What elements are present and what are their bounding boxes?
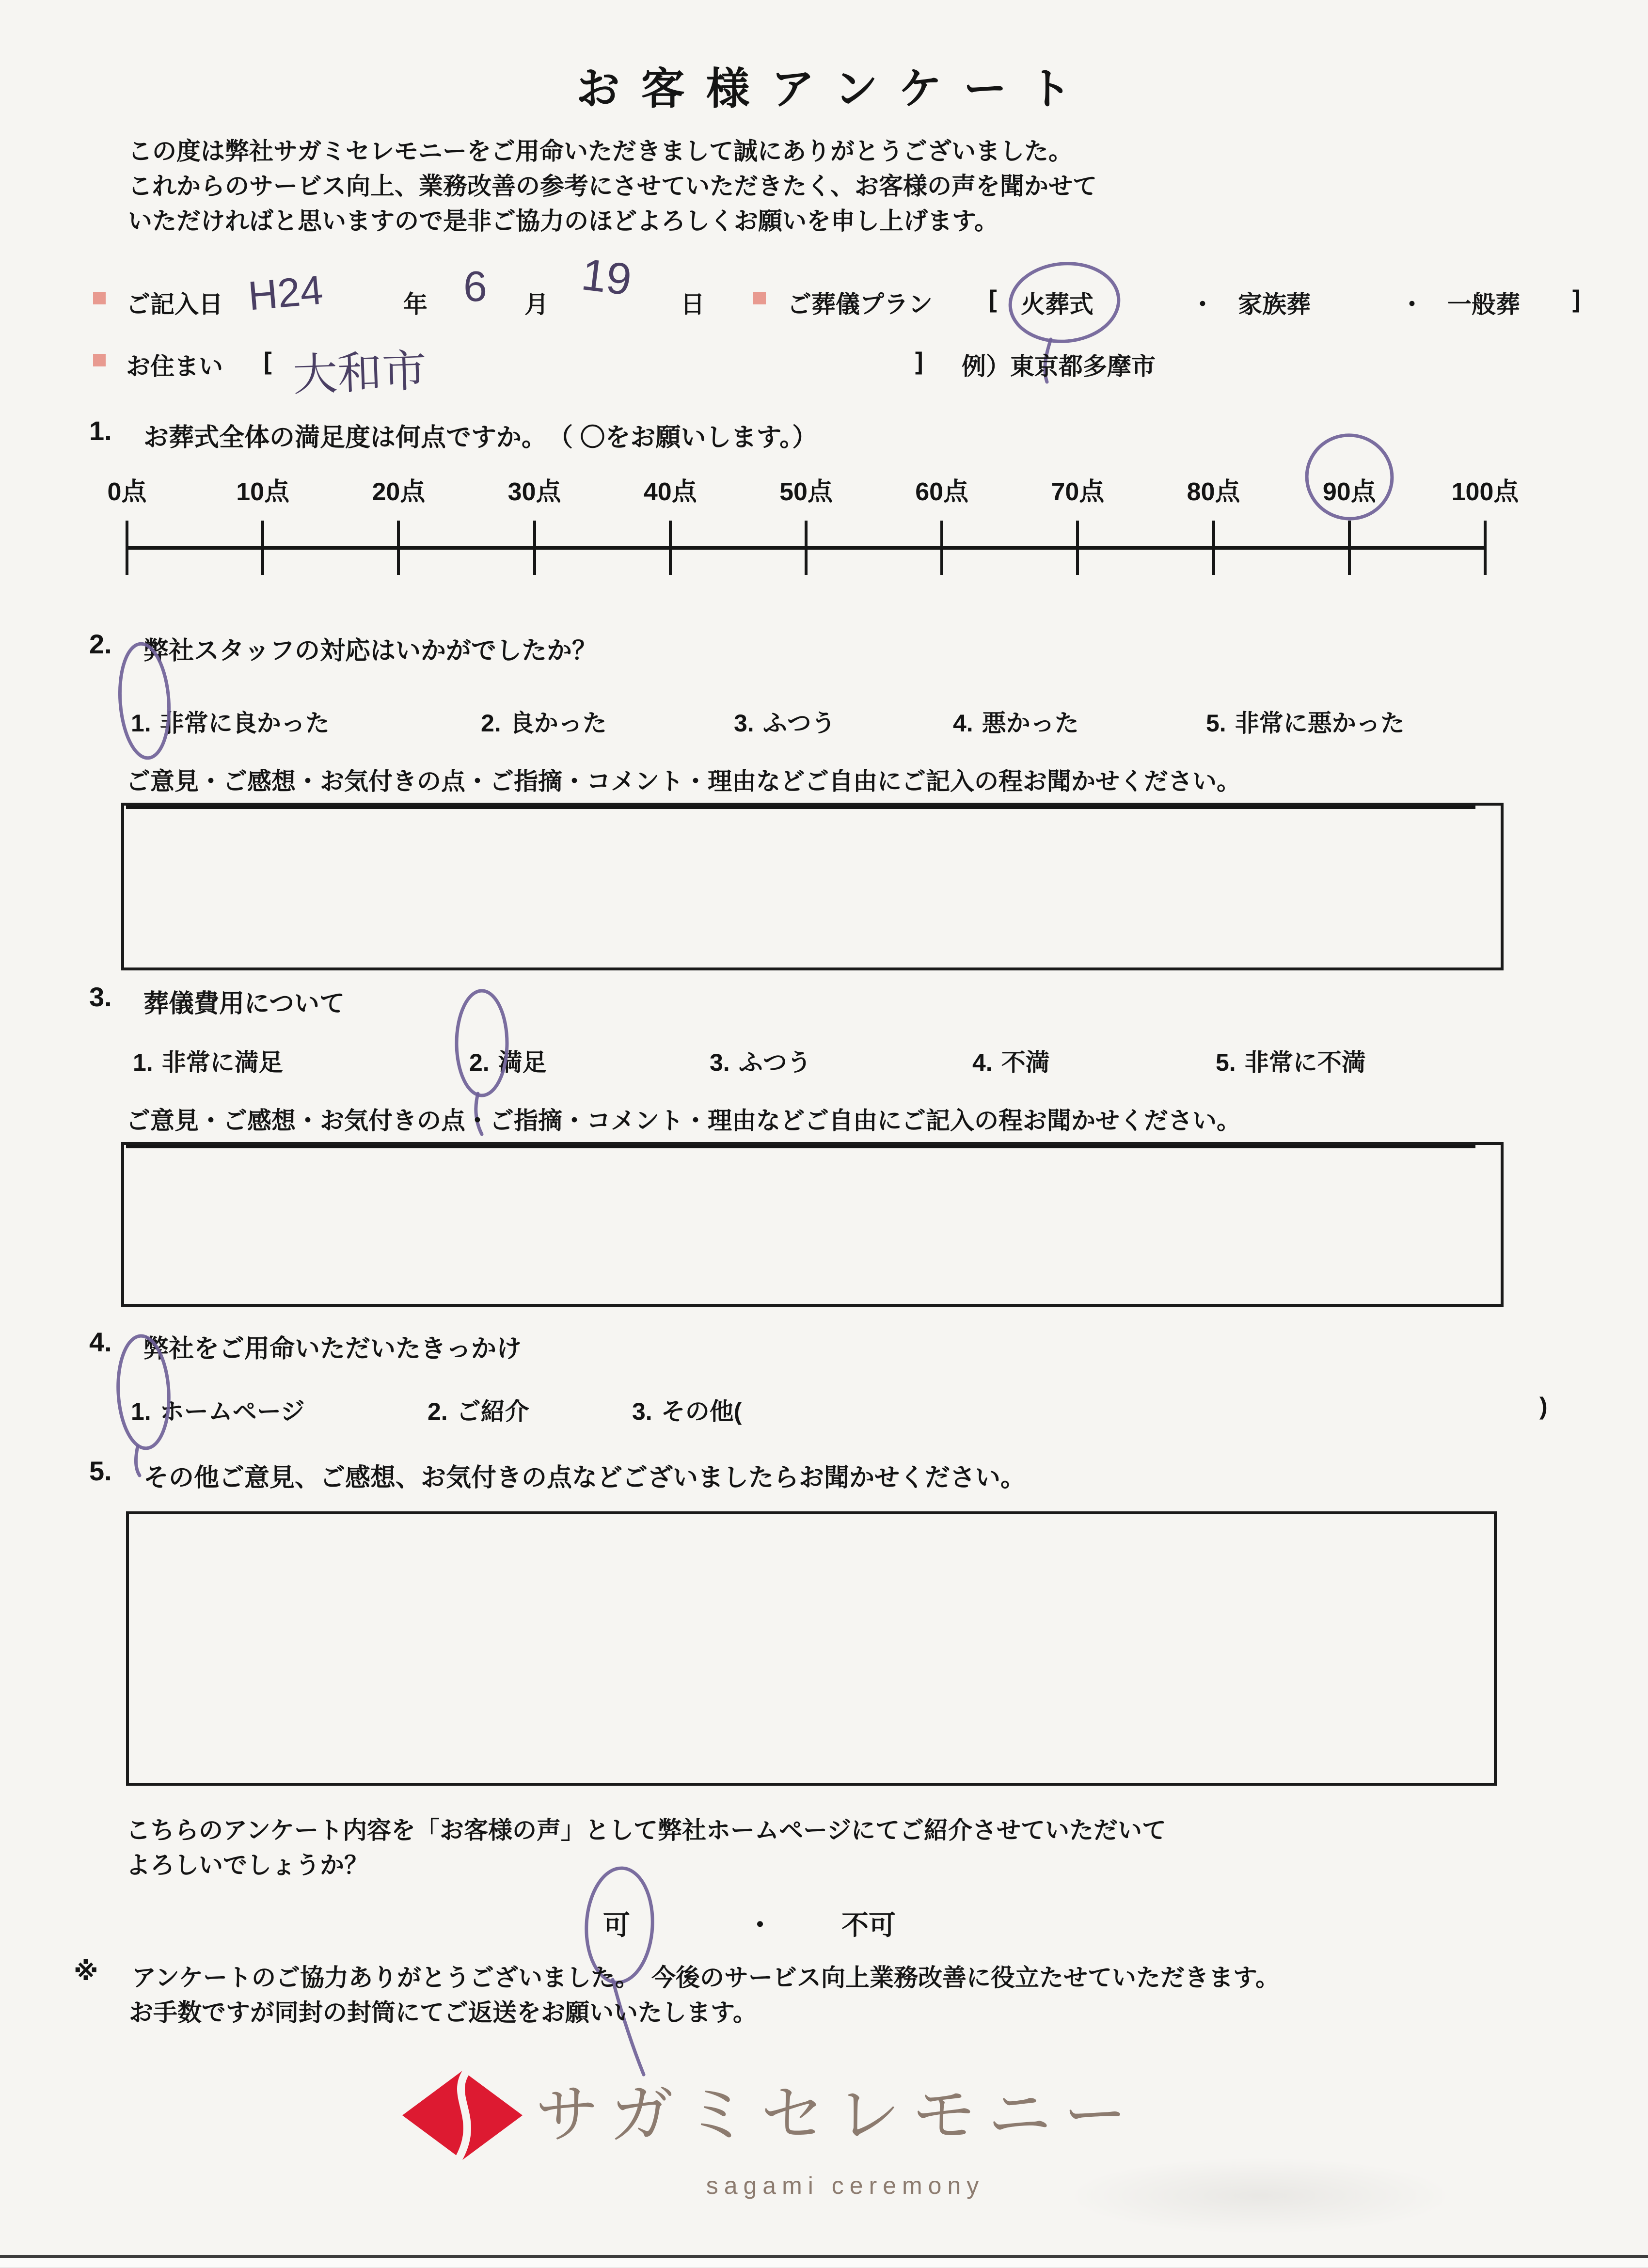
scan-edge-margin [0,2258,1648,2268]
q3-number: 3. [89,982,112,1012]
bullet-square-icon [753,292,766,304]
handwritten-year: H24 [246,267,325,319]
q3-option-4 [972,1043,1050,1078]
handwritten-month: 6 [463,262,487,310]
option-label: ふつう [738,1049,811,1076]
handwritten-circle-q4-option1 [112,1332,178,1477]
scale-label: 100点 [1451,478,1519,506]
q4-option-2 [428,1392,529,1427]
scale-label: 50点 [779,478,833,506]
option-number: 3. [734,710,754,737]
page-title: お客様アンケート [576,65,1093,113]
q2-comment-box [121,803,1504,970]
q4-options [0,1392,1648,1427]
q1-number: 1. [89,415,112,446]
option-number: 2. [469,1049,490,1076]
handwritten-residence: 大和市 [292,346,428,400]
q1-scale-ruler [127,521,1485,575]
plan-option-kazokusou: 家族葬 [1238,291,1311,318]
handwritten-day: 19 [579,250,634,305]
q1-title-text: お葬式全体の満足度は何点ですか。 [143,424,547,452]
date-label: ご記入日 [126,291,223,318]
q3-option-5 [1216,1043,1366,1078]
option-number: 3. [710,1049,730,1076]
day-unit: 日 [681,291,705,318]
q4-title: 弊社をご用命いただいたきっかけ [143,1335,522,1363]
permission-option-fuka: 不可 [841,1910,896,1940]
option-number: 4. [953,710,973,737]
option-number: 3. [632,1398,652,1425]
option-label: 悪かった [982,710,1079,737]
permission-dot: ・ [746,1910,774,1940]
note-line-1: アンケートのご協力ありがとうございました。 今後のサービス向上業務改善に役立たせていただきます。 [132,1964,1280,1991]
plan-label: ご葬儀プラン [787,291,933,318]
handwritten-circle-q2-option1 [114,640,176,766]
q2-title: 弊社スタッフの対応はいかがでしたか？ [143,637,598,665]
scale-label: 60点 [915,478,969,506]
option-number: 2. [428,1398,448,1425]
q5-title: その他ご意見、ご感想、お気付きの点などございましたらお聞かせください。 [143,1464,1026,1492]
option-label: 非常に悪かった [1235,710,1405,737]
plan-bracket-close: ] [1572,285,1581,313]
option-number: 5. [1216,1049,1236,1076]
scale-label: 30点 [507,478,561,506]
q3-option-1 [133,1043,283,1078]
q1-title [143,417,817,453]
q2-option-3 [734,704,836,739]
option-number: 1. [131,710,151,737]
option-number: 4. [972,1049,993,1076]
q1-scale-labels [107,471,1519,506]
scale-axis-line [127,546,1485,550]
scale-label: 90点 [1322,478,1376,506]
q1-hint: （ 〇をお願いします。） [560,424,818,452]
scale-label: 40点 [643,478,697,506]
option-label: 非常に不満 [1244,1049,1366,1076]
year-unit: 年 [403,291,428,318]
residence-label: お住まい [126,353,223,380]
q2-option-4 [953,704,1079,739]
q2-option-5 [1206,704,1405,739]
option-label: ご紹介 [456,1398,529,1425]
bullet-square-icon [93,354,106,366]
q4-number: 4. [89,1327,112,1357]
q3-comment-prompt: ご意見・ご感想・お気付きの点・ご指摘・コメント・理由などご自由にご記入の程お聞かせください。 [126,1101,1475,1148]
option-number: 5. [1206,710,1226,737]
option-label: 非常に満足 [161,1049,283,1076]
intro-line-2: これからのサービス向上、業務改善の参考にさせていただきたく、お客様の声を聞かせて [128,173,1097,200]
option-label: 非常に良かった [159,710,330,737]
q3-title: 葬儀費用について [143,990,345,1018]
plan-bracket-open: [ [989,285,997,313]
scale-label: 0点 [107,478,147,506]
option-number: 1. [133,1049,153,1076]
scan-shadow [1066,2157,1454,2235]
sagami-diamond-logo-icon [402,2071,523,2160]
residence-bracket-close: ] [915,348,923,375]
q2-options [0,704,1648,739]
option-label: ホームページ [159,1398,305,1425]
option-label: その他( [661,1398,742,1425]
bullet-square-icon [93,292,106,304]
logo-roman-text: sagami ceremony [706,2172,985,2199]
q2-number: 2. [89,629,112,659]
scale-label: 20点 [372,478,426,506]
option-number: 1. [131,1398,151,1425]
q5-number: 5. [89,1456,112,1486]
option-label: 満足 [498,1049,547,1076]
handwritten-circle-90 [1301,432,1402,529]
permission-line-1: こちらのアンケート内容を「お客様の声」として弊社ホームページにてご紹介させていただいて [126,1817,1166,1844]
option-label: 不満 [1001,1049,1050,1076]
q4-option-3 [632,1392,742,1427]
month-unit: 月 [524,291,549,318]
plan-dot: ・ [1400,291,1424,318]
scale-label: 80点 [1187,478,1240,506]
option-label: ふつう [762,710,836,737]
q4-other-close-paren: ) [1539,1393,1548,1420]
residence-bracket-open: [ [264,348,272,375]
q5-comment-box [126,1511,1497,1786]
q2-option-2 [481,704,607,739]
plan-option-ippansou: 一般葬 [1447,291,1520,318]
plan-dot: ・ [1190,291,1215,318]
residence-example: 例）東京都多摩市 [962,353,1156,380]
permission-option-ka: 可 [603,1910,630,1940]
q2-comment-prompt: ご意見・ご感想・お気付きの点・ご指摘・コメント・理由などご自由にご記入の程お聞かせください。 [126,762,1475,809]
q3-option-3 [710,1043,811,1078]
scale-label: 10点 [236,478,290,506]
q3-options [0,1043,1648,1078]
logo-katakana-text: サガミセレモニー [535,2079,1139,2150]
note-line-2: お手数ですが同封の封筒にてご返送をお願いいたします。 [129,1999,757,2026]
intro-line-1: この度は弊社サガミセレモニーをご用命いただきまして誠にありがとうございました。 [128,138,1073,165]
plan-option-kasoushiki: 火葬式 [1021,291,1093,318]
option-number: 2. [481,710,501,737]
option-label: 良かった [509,710,607,737]
note-marker: ※ [74,1958,98,1986]
q3-comment-box [121,1142,1504,1307]
permission-line-2: よろしいでしょうか？ [126,1852,368,1879]
intro-line-3: いただければと思いますので是非ご協力のほどよろしくお願いを申し上げます。 [128,207,998,235]
scale-label: 70点 [1051,478,1105,506]
